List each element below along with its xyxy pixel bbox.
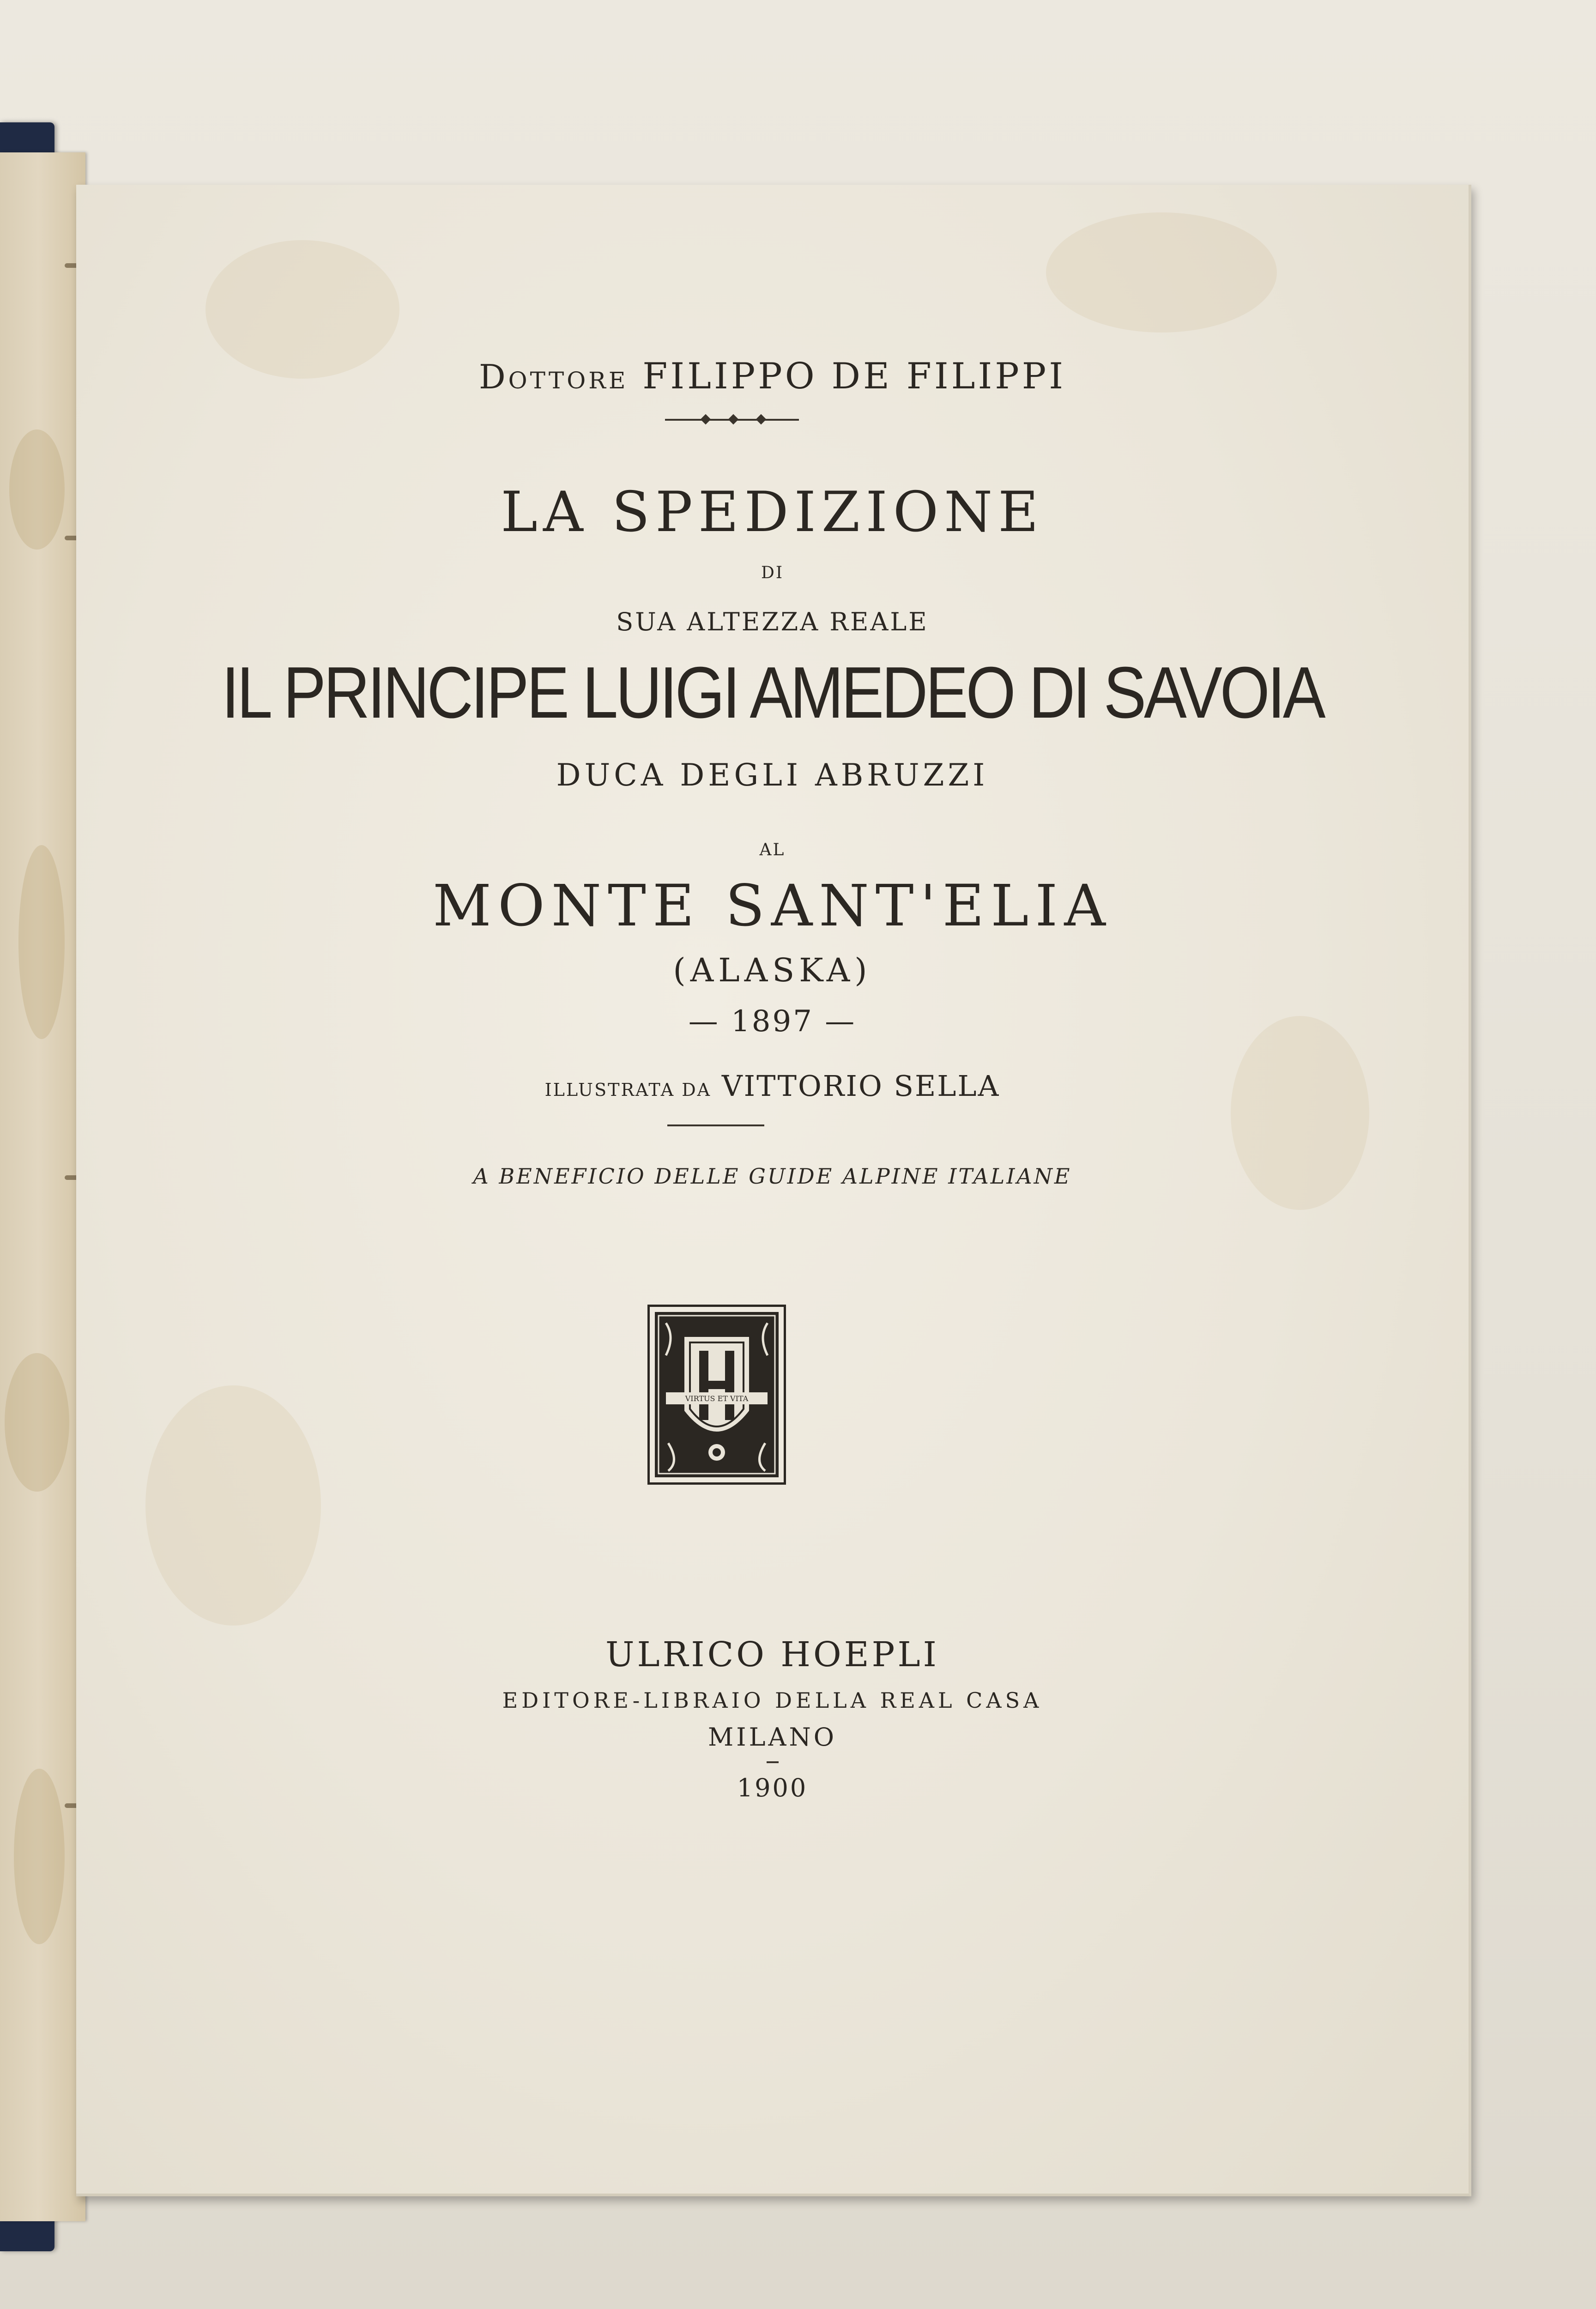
divider-rule — [667, 1124, 764, 1126]
author-prefix: Dottore — [478, 357, 629, 396]
title-line-1: LA SPEDIZIONE — [501, 480, 1044, 544]
dedication: A BENEFICIO DELLE GUIDE ALPINE ITALIANE — [473, 1164, 1072, 1189]
title-line-5: MONTE SANT'ELIA — [433, 873, 1112, 939]
title-di: DI — [761, 563, 784, 582]
title-line-2: SUA ALTEZZA REALE — [616, 607, 929, 636]
title-line-4: DUCA DEGLI ABRUZZI — [556, 757, 989, 793]
title-page — [76, 185, 1471, 2196]
title-al: AL — [759, 840, 786, 859]
ornament-dot — [756, 414, 767, 425]
publisher-city: MILANO — [708, 1723, 837, 1752]
emblem-motto: VIRTUS ET VITA — [685, 1394, 749, 1403]
illustrator-line — [76, 1069, 1469, 1103]
publisher-role: EDITORE-LIBRAIO DELLA REAL CASA — [502, 1688, 1043, 1713]
ornament-dot — [728, 414, 739, 425]
illustrator-prefix: ILLUSTRATA DA — [544, 1080, 712, 1100]
book-spine-flyleaf — [0, 152, 85, 2221]
publisher-emblem — [647, 1305, 786, 1485]
flyleaf-stain — [9, 429, 65, 550]
author-line — [76, 356, 1469, 397]
paper-foxing — [1046, 212, 1277, 332]
flyleaf-stain — [5, 1353, 69, 1492]
imprint-dash — [767, 1761, 779, 1763]
paper-foxing — [145, 1385, 321, 1626]
title-line-3: IL PRINCIPE LUIGI AMEDEO DI SAVOIA — [221, 652, 1324, 733]
publication-year: 1900 — [737, 1773, 808, 1802]
publisher-name: ULRICO HOEPLI — [605, 1635, 939, 1674]
author-name: FILIPPO DE FILIPPI — [642, 356, 1066, 397]
illustrator-name: VITTORIO SELLA — [721, 1069, 1000, 1103]
ornament-dot — [701, 414, 711, 425]
flyleaf-stain — [18, 845, 65, 1039]
flyleaf-stain — [14, 1769, 65, 1944]
expedition-year: — 1897 — — [688, 1004, 857, 1039]
title-line-6: (ALASKA) — [673, 951, 872, 989]
